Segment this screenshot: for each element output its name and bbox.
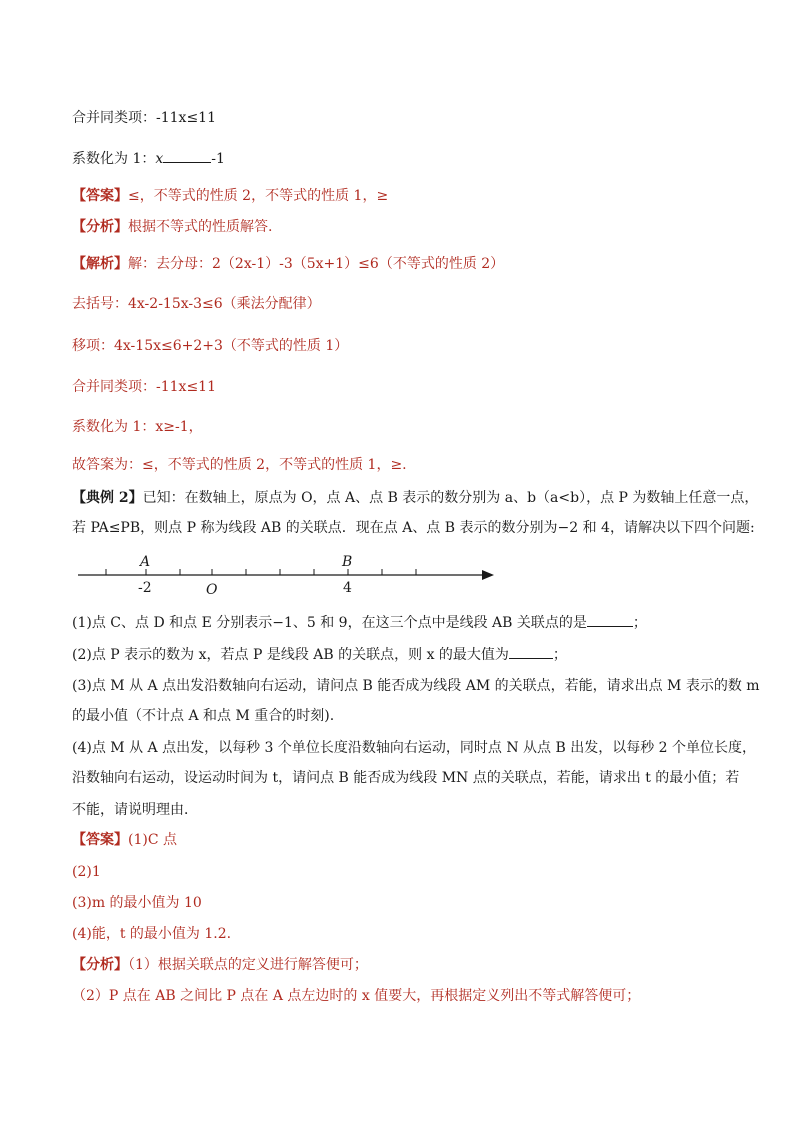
question-2 — [72, 644, 567, 665]
answer-2-a4: (4)能，t 的最小值为 1.2. — [72, 926, 232, 942]
question-4-line-2: 沿数轴向右运动，设运动时间为 t，请问点 B 能否成为线段 MN 点的关联点，若能，请求出 t 的最小值；若 — [72, 770, 740, 786]
step-line: 移项：4x-15x≤6+2+3（不等式的性质 1） — [72, 338, 349, 354]
label-O: O — [206, 582, 218, 598]
step-line: 故答案为：≤，不等式的性质 2，不等式的性质 1，≥. — [72, 457, 407, 473]
analysis-1-tag: 【分析】 — [72, 219, 128, 235]
question-1-text: (1)点 C、点 D 和点 E 分别表示−1、5 和 9，在这三个点中是线段 AB 关联点的是 — [72, 615, 587, 631]
analysis-2-tag: 【分析】 — [72, 957, 128, 973]
solution-1-tag: 【解析】 — [72, 256, 128, 272]
label-B: B — [342, 554, 353, 570]
question-1 — [72, 612, 647, 633]
question-3-line-1: (3)点 M 从 A 点出发沿数轴向右运动，请问点 B 能否成为线段 AM 的关联点，若能，请求出点 M 表示的数 m — [72, 678, 760, 694]
example-2-line-2: 若 PA≤PB，则点 P 称为线段 AB 的关联点．现在点 A、点 B 表示的数分别为−2 和 4，请解决以下四个问题: — [72, 520, 755, 536]
solution-1-text: 解：去分母：2（2x-1）-3（5x+1）≤6（不等式的性质 2） — [128, 256, 505, 272]
question-2-end: ； — [552, 647, 567, 663]
step-line: 合并同类项：-11x≤11 — [72, 379, 216, 395]
number-line-figure — [72, 548, 502, 608]
question-4-line-3: 不能，请说明理由． — [72, 802, 198, 818]
question-3-line-2: 的最小值（不计点 A 和点 M 重合的时刻). — [72, 708, 335, 724]
answer-2-a1: (1)C 点 — [128, 832, 177, 848]
solution-1-line — [72, 254, 504, 274]
question-1-end: ； — [632, 615, 647, 631]
number-line-arrow — [482, 570, 494, 580]
coef-var: x — [155, 151, 164, 167]
question-2-blank — [509, 644, 553, 659]
label-A: A — [140, 554, 151, 570]
answer-1-tag: 【答案】 — [72, 188, 128, 204]
combine-line-1 — [72, 108, 216, 128]
answer-2-tag: 【答案】 — [72, 832, 128, 848]
example-2-line-1 — [72, 488, 758, 508]
coef-line-1 — [72, 148, 225, 169]
example-2-text-1: 已知：在数轴上，原点为 O，点 A、点 B 表示的数分别为 a、b（a<b），点 P 为数轴上任意一点， — [142, 490, 759, 506]
coef-label: 系数化为 1： — [72, 151, 156, 167]
analysis-2-line-1 — [72, 955, 368, 975]
analysis-2-line-2: （2）P 点在 AB 之间比 P 点在 A 点左边时的 x 值要大，再根据定义列出不等式解答便可； — [72, 988, 641, 1004]
answer-1-line — [72, 186, 388, 206]
analysis-2-p1: （1）根据关联点的定义进行解答便可； — [128, 957, 368, 973]
combine-label: 合并同类项： — [72, 110, 156, 126]
num-A: -2 — [138, 580, 152, 596]
question-4-line-1: (4)点 M 从 A 点出发，以每秒 3 个单位长度沿数轴向右运动，同时点 N 从点 B 出发，以每秒 2 个单位长度， — [72, 740, 757, 756]
coef-rhs: -1 — [211, 151, 225, 167]
analysis-1-text: 根据不等式的性质解答. — [128, 219, 273, 235]
answer-1-text: ≤，不等式的性质 2，不等式的性质 1，≥ — [128, 188, 389, 204]
answer-2-a3: (3)m 的最小值为 10 — [72, 895, 202, 911]
combine-expr: -11x≤11 — [156, 110, 216, 126]
answer-2-a2: (2)1 — [72, 864, 101, 880]
num-B: 4 — [343, 580, 352, 596]
coef-blank — [163, 148, 211, 163]
answer-2-line — [72, 830, 177, 850]
step-line: 系数化为 1：x≥-1， — [72, 419, 203, 435]
question-1-blank — [587, 612, 633, 627]
example-2-tag: 【典例 2】 — [72, 490, 143, 506]
question-2-text: (2)点 P 表示的数为 x，若点 P 是线段 AB 的关联点，则 x 的最大值为 — [72, 647, 509, 663]
analysis-1-line — [72, 217, 272, 237]
step-line: 去括号：4x-2-15x-3≤6（乘法分配律） — [72, 296, 321, 312]
